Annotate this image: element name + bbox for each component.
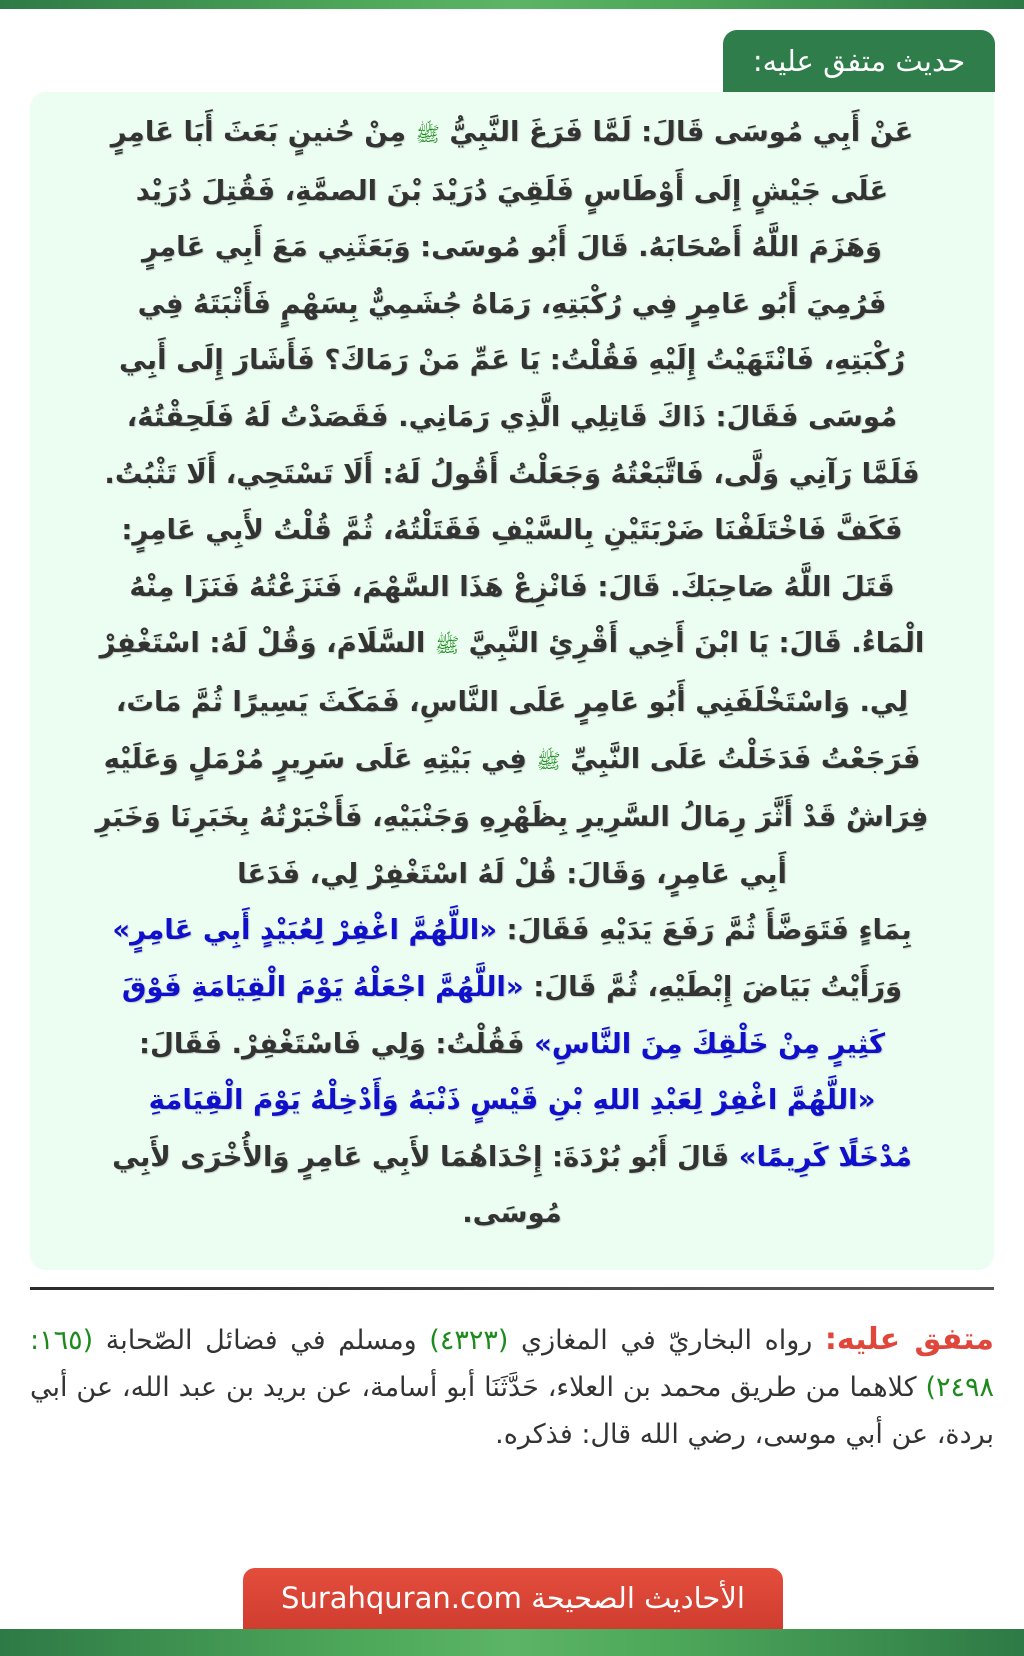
dua-text: «اللَّهُمَّ اجْعَلْهُ يَوْمَ الْقِيَامَةِ فَوْقَ xyxy=(121,970,524,1003)
narration-text: قَتَلَ اللَّهُ صَاحِبَكَ. قَالَ: فَانْزِعْ هَذَا السَّهْمَ، فَنَزَعْتُهُ فَنَزَا مِنْهُ xyxy=(129,570,895,603)
top-decorative-bar xyxy=(0,0,1024,9)
hadith-line xyxy=(52,846,972,903)
bottom-decorative-bar xyxy=(0,1629,1024,1656)
hadith-text xyxy=(52,104,972,1242)
narration-text: مِنْ حُنينٍ بَعَثَ أَبَا عَامِرٍ xyxy=(110,116,416,148)
narration-text: رُكْبَتِهِ، فَانْتَهَيْتُ إِلَيْهِ فَقُلْتُ: يَا عَمِّ مَنْ رَمَاكَ؟ فَأَشَارَ إِلَى أَبِي xyxy=(118,344,906,377)
narration-text: فَكَفَّ فَاخْتَلَفْنَا ضَرْبَتَيْنِ بِالسَّيْفِ فَقَتَلْتُهُ، ثُمَّ قُلْتُ لأَبِي عَامِرٍ: xyxy=(121,514,903,547)
hadith-line xyxy=(52,332,972,389)
pbuh-icon: ﷺ xyxy=(415,122,440,146)
source-text-segment: كلاهما من طريق محمد بن العلاء، حَدَّثَنَا أبو أسامة، عن بريد بن عبد الله، عن أبي بردة، عن أبي موسى، رضي الله قال: فذكره. xyxy=(30,1372,994,1450)
site-badge-text: الأحاديث الصحيحة Surahquran.com xyxy=(281,1581,745,1615)
hadith-line xyxy=(52,446,972,503)
narration-text: عَنْ أَبِي مُوسَى قَالَ: لَمَّا فَرَغَ النَّبِيُّ xyxy=(439,116,914,148)
narration-text: وَهَزَمَ اللَّهُ أَصْحَابَهُ. قَالَ أَبُو مُوسَى: وَبَعَثَنِي مَعَ أَبِي عَامِرٍ xyxy=(141,231,882,264)
section-divider xyxy=(30,1287,994,1290)
narration-text: عَلَى جَيْشٍ إِلَى أَوْطَاسٍ فَلَقِيَ دُرَيْدَ بْنَ الصمَّةِ، فَقُتِلَ دُرَيْد xyxy=(135,174,889,207)
source-label: متفق عليه: xyxy=(824,1322,994,1357)
hadith-line xyxy=(52,559,972,616)
narration-text: فَقُلْتُ: وَلِي فَاسْتَغْفِرْ. فَقَالَ: xyxy=(139,1027,535,1060)
pbuh-icon: ﷺ xyxy=(536,748,561,773)
source-text-segment: ومسلم في فضائل الصّحابة xyxy=(93,1325,430,1356)
narration-text: بِمَاءٍ فَتَوَضَّأَ ثُمَّ رَفَعَ يَدَيْهِ فَقَالَ: xyxy=(496,914,912,947)
dua-text: «اللَّهُمَّ اغْفِرْ لِعَبْدِ اللهِ بْنِ قَيْسٍ ذَنْبَهُ وَأَدْخِلْهُ يَوْمَ الْقِيَامَةِ xyxy=(148,1084,876,1117)
hadith-line xyxy=(52,674,972,731)
hadith-line xyxy=(52,1185,972,1242)
narration-text: فِي بَيْتِهِ عَلَى سَرِيرٍ مُرْمَلٍ وَعَلَيْهِ xyxy=(103,742,537,775)
dua-text: مُدْخَلًا كَرِيمًا» xyxy=(738,1140,912,1173)
source-text-segment: رواه البخاريّ في المغازي xyxy=(508,1325,825,1356)
narration-text: فَرُمِيَ أَبُو عَامِرٍ فِي رُكْبَتِهِ، رَمَاهُ جُشَمِيٌّ بِسَهْمٍ فَأَثْبَتَهُ فِي xyxy=(137,287,887,320)
narration-text: قَالَ أَبُو بُرْدَةَ: إِحْدَاهُمَا لأَبِي عَامِرٍ وَالأُخْرَى لأَبِي xyxy=(112,1140,739,1173)
narration-text: مُوسَى. xyxy=(462,1197,562,1230)
section-title-tab xyxy=(723,30,995,92)
hadith-line xyxy=(52,389,972,446)
narration-text: مُوسَى فَقَالَ: ذَاكَ قَاتِلِي الَّذِي رَمَانِي. فَقَصَدْتُ لَهُ فَلَحِقْتُهُ، xyxy=(126,400,898,433)
hadith-line xyxy=(52,104,972,163)
hadith-reference-number: (٤٣٢٣) xyxy=(429,1325,509,1356)
narration-text: أَبِي عَامِرٍ، وَقَالَ: قُلْ لَهُ اسْتَغْفِرْ لِي، فَدَعَا xyxy=(237,857,787,890)
hadith-line xyxy=(52,959,972,1016)
site-badge-link[interactable] xyxy=(243,1568,783,1629)
hadith-line xyxy=(52,219,972,276)
dua-text: كَثِيرٍ مِنْ خَلْقِكَ مِنَ النَّاسِ» xyxy=(534,1027,885,1060)
hadith-line xyxy=(52,1016,972,1073)
hadith-text-box xyxy=(30,92,994,1270)
hadith-line xyxy=(52,502,972,559)
hadith-line xyxy=(52,276,972,333)
narration-text: فَلَمَّا رَآنِي وَلَّى، فَاتَّبَعْتُهُ وَجَعَلْتُ أَقُولُ لَهُ: أَلَا تَسْتَحِي، أَلَا تَثْبُتُ. xyxy=(104,457,920,490)
narration-text: الْمَاءُ. قَالَ: يَا ابْنَ أَخِي أَقْرِئِ النَّبِيَّ xyxy=(459,627,925,660)
hadith-line xyxy=(52,615,972,674)
section-title: حديث متفق عليه: xyxy=(752,44,966,78)
dua-text: «اللَّهُمَّ اغْفِرْ لِعُبَيْدٍ أَبِي عَامِرٍ» xyxy=(112,914,497,947)
narration-text: السَّلَامَ، وَقُلْ لَهُ: اسْتَغْفِرْ xyxy=(99,627,435,660)
narration-text: وَرَأَيْتُ بَيَاضَ إِبْطَيْهِ، ثُمَّ قَالَ: xyxy=(523,970,903,1003)
hadith-line xyxy=(52,1072,972,1129)
hadith-reference-number: (١٦٥: ٢٤٩٨) xyxy=(30,1325,994,1403)
pbuh-icon: ﷺ xyxy=(434,633,460,658)
hadith-line xyxy=(52,789,972,846)
narration-text: فَرَجَعْتُ فَدَخَلْتُ عَلَى النَّبِيِّ xyxy=(560,742,921,775)
hadith-line xyxy=(52,163,972,220)
source-citation xyxy=(30,1316,994,1458)
hadith-line xyxy=(52,902,972,959)
hadith-line xyxy=(52,731,972,790)
narration-text: فِرَاشٌ قَدْ أَثَّرَ رِمَالُ السَّرِيرِ بِظَهْرِهِ وَجَنْبَيْهِ، فَأَخْبَرْتُهُ بِخَبَرِنَا وَخَبَرِ xyxy=(95,801,929,834)
narration-text: لِي. وَاسْتَخْلَفَنِي أَبُو عَامِرٍ عَلَى النَّاسِ، فَمَكَثَ يَسِيرًا ثُمَّ مَاتَ، xyxy=(115,685,909,718)
hadith-line xyxy=(52,1129,972,1186)
